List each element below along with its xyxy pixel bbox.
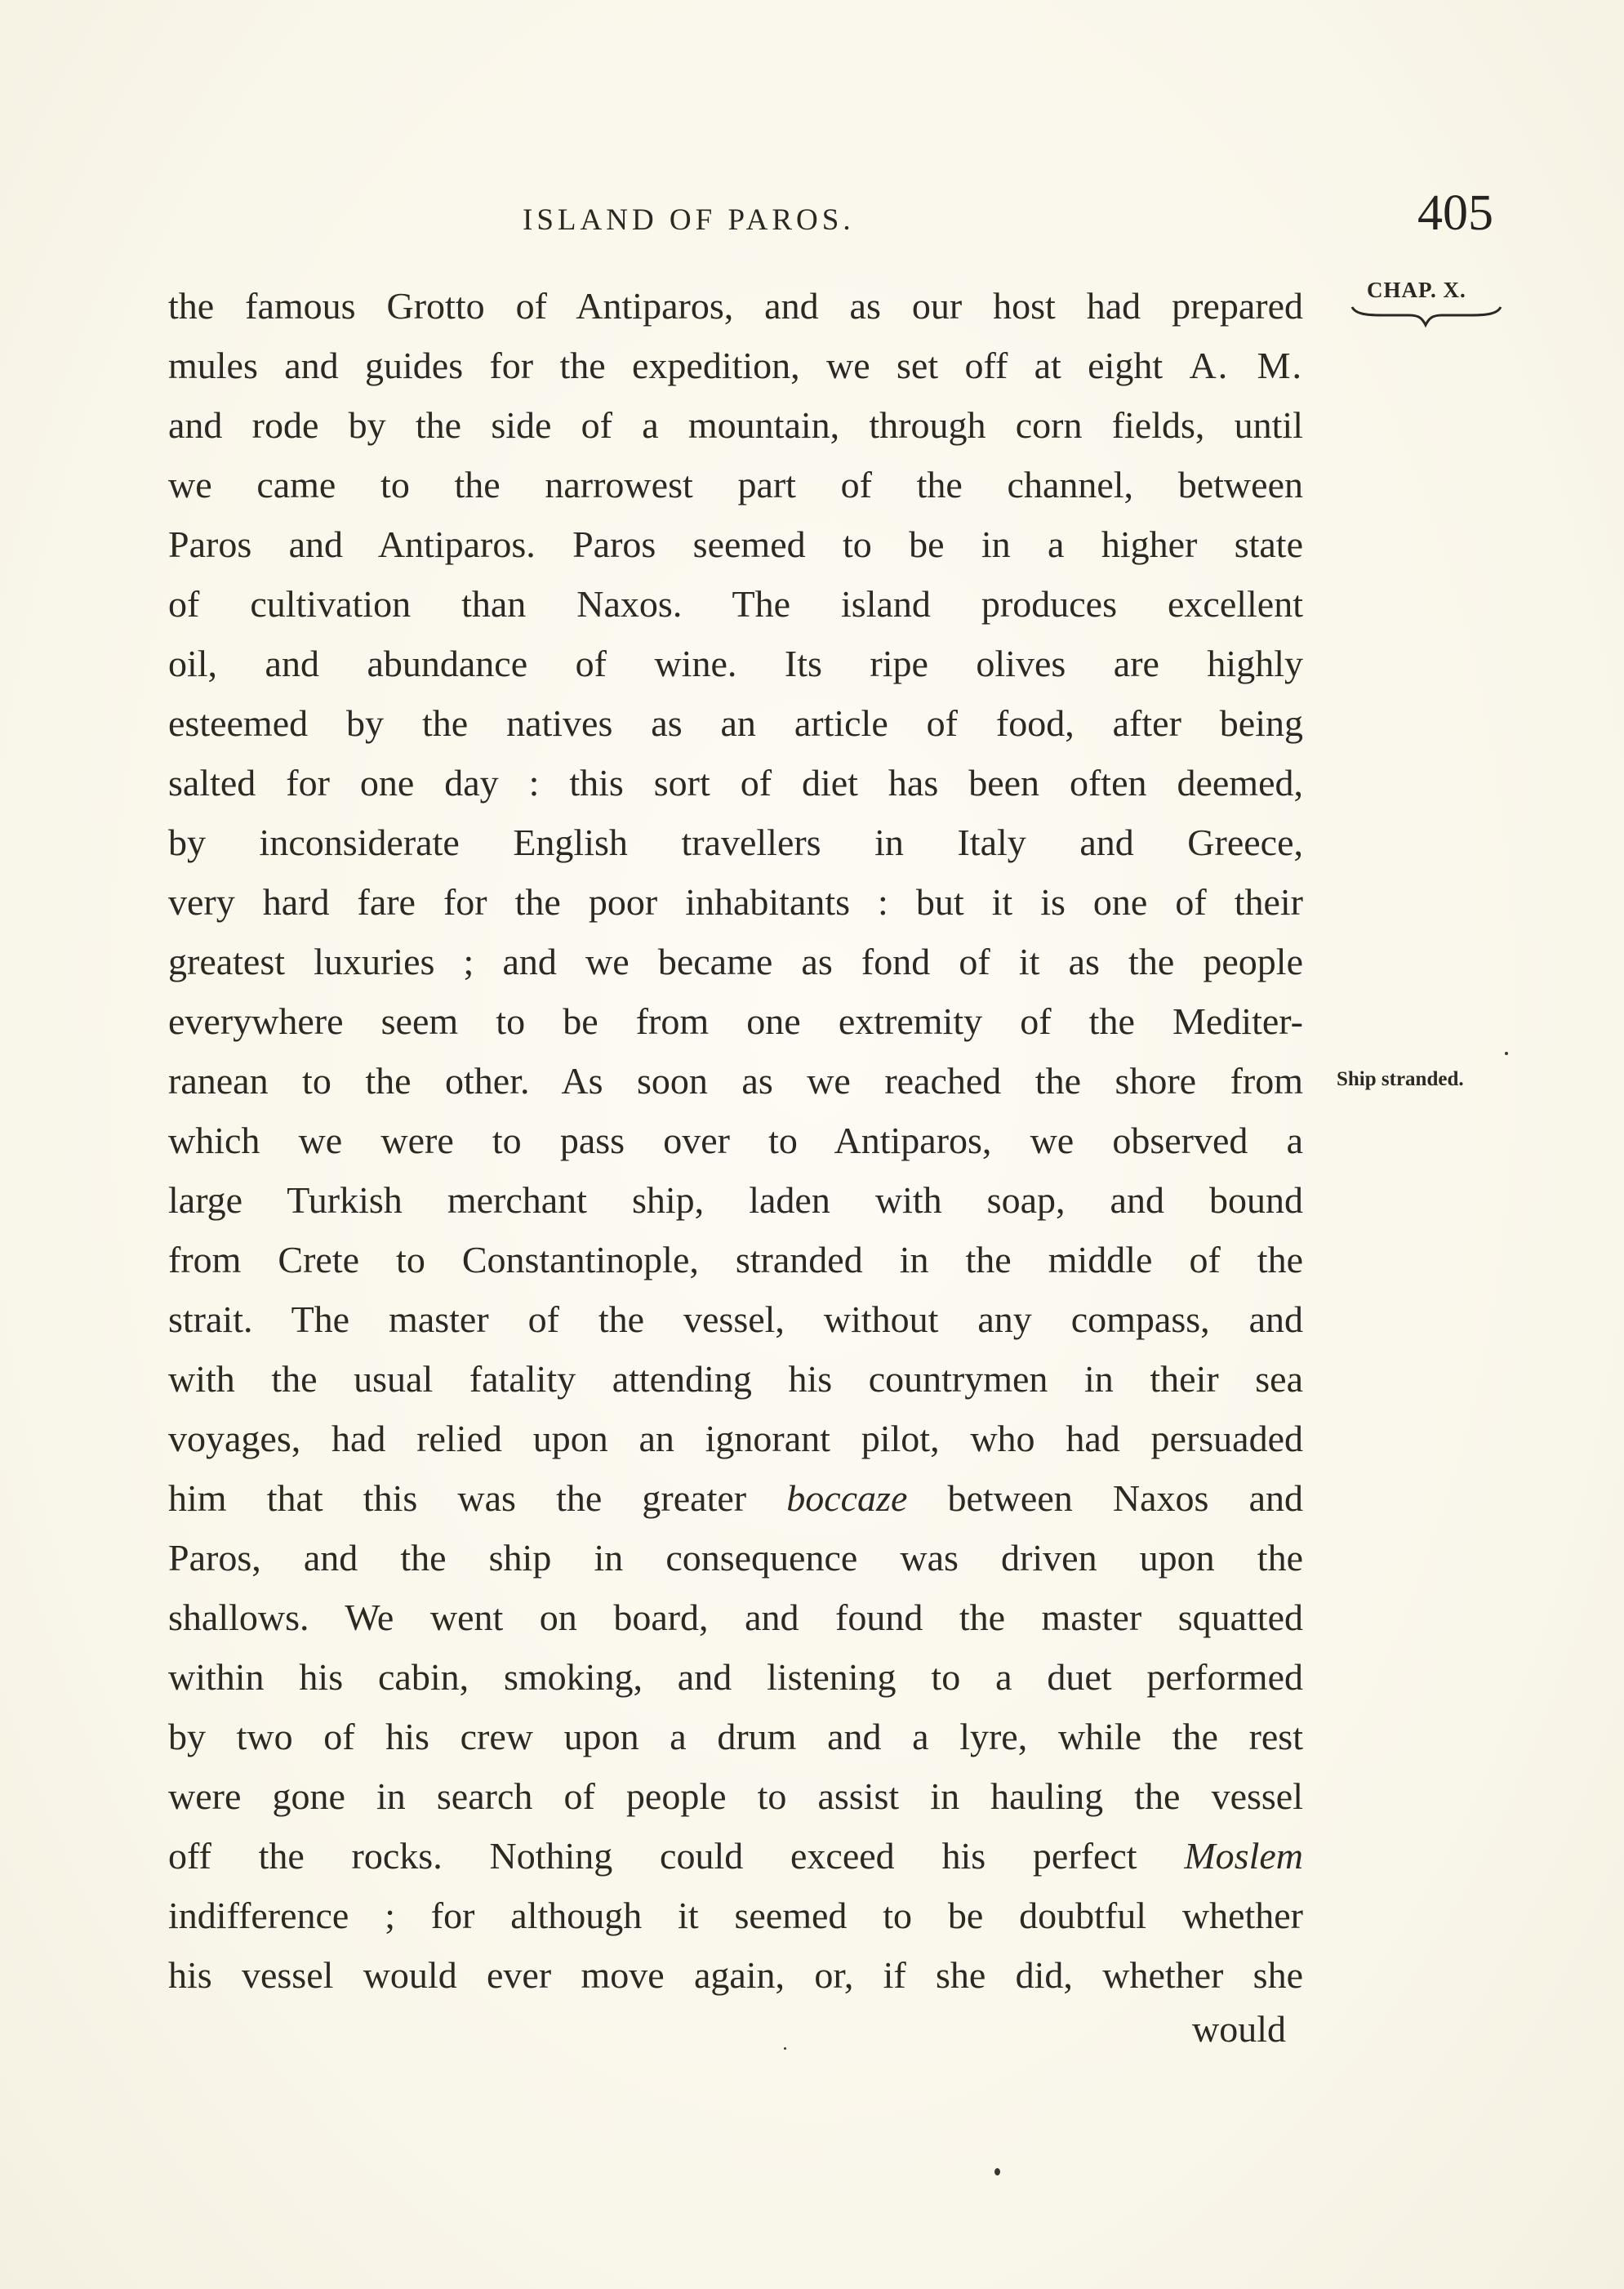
- text-line-26: were gone in search of people to assist in hauling the vessel: [168, 1775, 1303, 1817]
- text-line-2: mules and guides for the expedition, we set off at eight A. M.: [168, 345, 1303, 386]
- ink-speck: [1505, 1052, 1508, 1055]
- page-number: 405: [1417, 185, 1493, 241]
- text-line-19: with the usual fatality attending his countrymen in their sea: [168, 1358, 1303, 1400]
- text-line-8: esteemed by the natives as an article of food, after being: [168, 702, 1303, 744]
- margin-note-ship-stranded: Ship stranded.: [1337, 1068, 1464, 1090]
- text-line-3: and rode by the side of a mountain, through corn fields, until: [168, 404, 1303, 446]
- text-line-4: we came to the narrowest part of the channel, between: [168, 464, 1303, 505]
- ink-speck: [784, 2047, 786, 2050]
- text-line-14: ranean to the other. As soon as we reached the shore from: [168, 1060, 1303, 1102]
- text-line-11: very hard fare for the poor inhabitants : but it is one of their: [168, 881, 1303, 923]
- text-line-23: shallows. We went on board, and found the master squatted: [168, 1597, 1303, 1638]
- text-line-1: the famous Grotto of Antiparos, and as our host had prepared: [168, 285, 1303, 327]
- text-line-17: from Crete to Constantinople, stranded in the middle of the: [168, 1239, 1303, 1280]
- text-line-6: of cultivation than Naxos. The island produces excellent: [168, 583, 1303, 625]
- text-line-12: greatest luxuries ; and we became as fond of it as the people: [168, 941, 1303, 982]
- text-line-28: indifference ; for although it seemed to be doubtful whether: [168, 1895, 1303, 1936]
- text-line-15: which we were to pass over to Antiparos, we observed a: [168, 1120, 1303, 1161]
- text-line-25: by two of his crew upon a drum and a lyre, while the rest: [168, 1716, 1303, 1757]
- running-head: ISLAND OF PAROS.: [523, 203, 855, 237]
- catchword: would: [1192, 2008, 1286, 2050]
- margin-chapter-marker: [1349, 278, 1504, 343]
- text-line-10: by inconsiderate English travellers in Italy and Greece,: [168, 822, 1303, 863]
- chapter-label: CHAP. X.: [1367, 278, 1466, 302]
- text-line-9: salted for one day : this sort of diet has been often deemed,: [168, 762, 1303, 804]
- body-text: [168, 276, 1303, 2005]
- text-line-27: off the rocks. Nothing could exceed his perfect Moslem: [168, 1835, 1303, 1877]
- ink-speck: [994, 2168, 1000, 2175]
- text-line-29: his vessel would ever move again, or, if she did, whether she: [168, 1954, 1303, 1996]
- brace-ornament: [1349, 302, 1504, 330]
- styled-word: Moslem: [1184, 1835, 1303, 1877]
- text-line-7: oil, and abundance of wine. Its ripe olives are highly: [168, 643, 1303, 684]
- text-line-16: large Turkish merchant ship, laden with soap, and bound: [168, 1179, 1303, 1221]
- styled-word: boccaze: [786, 1477, 908, 1519]
- text-line-20: voyages, had relied upon an ignorant pilot, who had persuaded: [168, 1418, 1303, 1459]
- styled-word: A. M.: [1189, 345, 1303, 386]
- text-line-13: everywhere seem to be from one extremity of the Mediter-: [168, 1000, 1303, 1042]
- text-line-21: him that this was the greater boccaze between Naxos and: [168, 1477, 1303, 1519]
- text-line-5: Paros and Antiparos. Paros seemed to be in a higher state: [168, 523, 1303, 565]
- text-line-18: strait. The master of the vessel, without any compass, and: [168, 1298, 1303, 1340]
- text-line-22: Paros, and the ship in consequence was driven upon the: [168, 1537, 1303, 1579]
- text-line-24: within his cabin, smoking, and listening to a duet performed: [168, 1656, 1303, 1698]
